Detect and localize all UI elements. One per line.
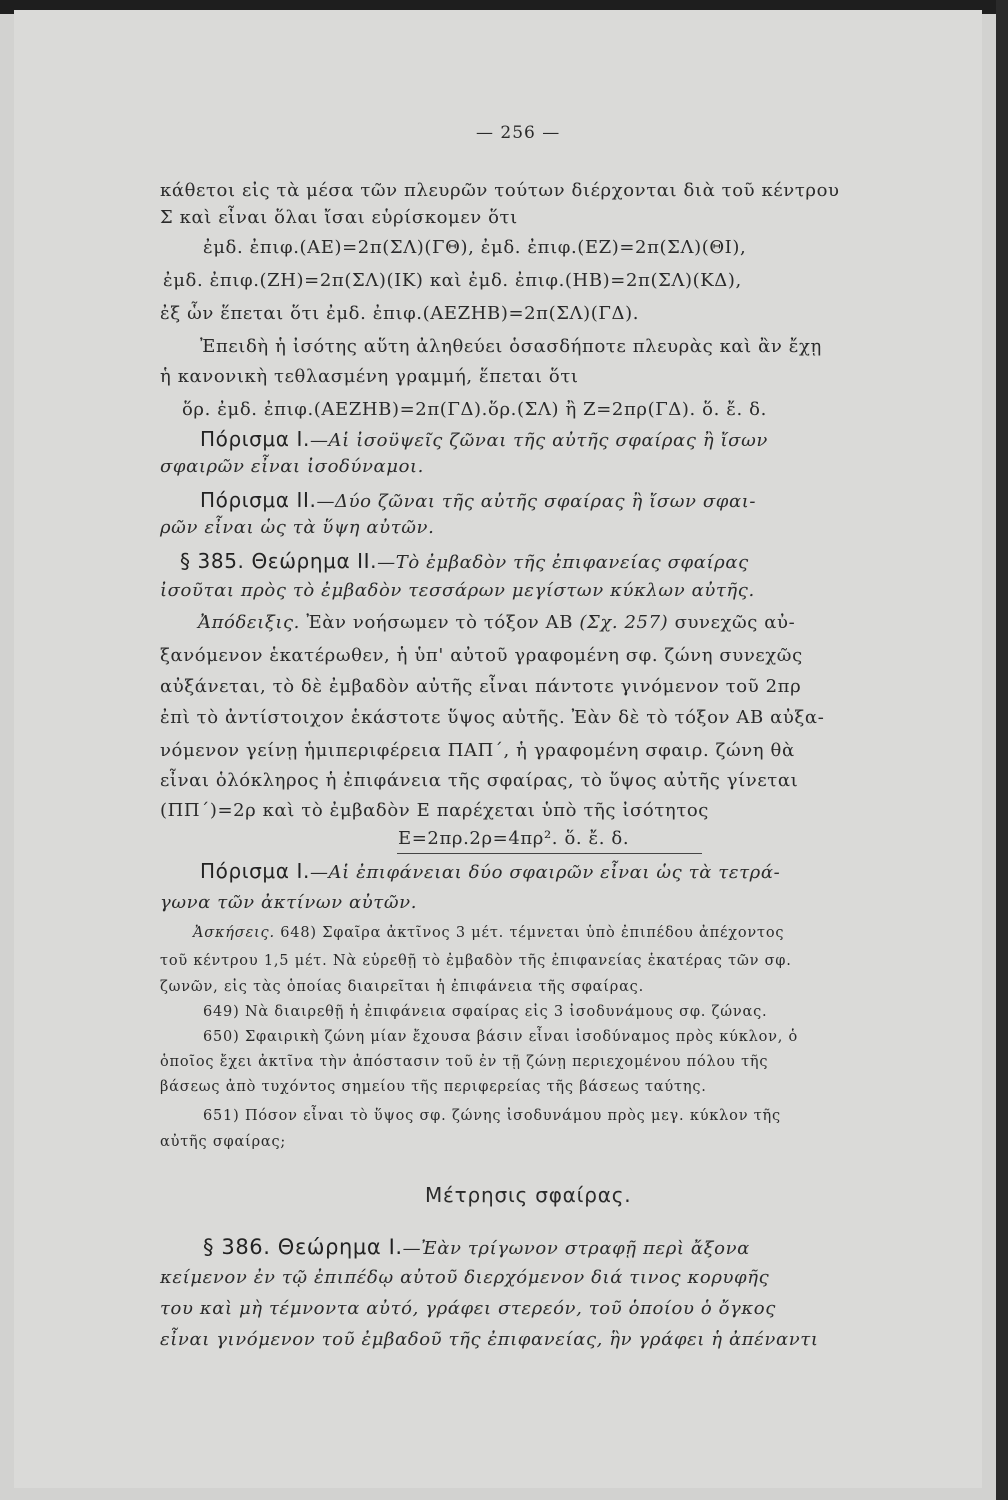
text-span: ξανόμενον ἑκατέρωθεν, ἡ ὑπ' αὐτοῦ γραφομένη σφ. ζώνη συνεχῶς <box>160 645 803 666</box>
text-line <box>160 892 417 914</box>
text-line <box>160 676 801 698</box>
section-title: Μέτρησις σφαίρας. <box>425 1183 632 1207</box>
text-span: εἶναι γινόμενον τοῦ ἐμβαδοῦ τῆς ἐπιφανείας, ἣν γράφει ἡ ἀπέναντι <box>160 1329 819 1350</box>
text-span: γωνα τῶν ἀκτίνων αὐτῶν. <box>160 892 418 913</box>
text-span: κάθετοι εἰς τὰ μέσα τῶν πλευρῶν τούτων διέρχονται διὰ τοῦ κέντρου <box>160 180 840 201</box>
text-line <box>163 270 742 292</box>
text-span: ζωνῶν, εἰς τὰς ὁποίας διαιρεῖται ἡ ἐπιφάνεια τῆς σφαίρας. <box>160 979 645 995</box>
text-line <box>198 612 795 634</box>
page-number: — 256 — <box>476 123 561 143</box>
text-line <box>160 976 644 998</box>
text-span: ἐξ ὧν ἕπεται ὅτι ἐμδ. ἐπιφ.(ΑΕΖΗΒ)=2π(ΣΛ)(ΓΔ). <box>160 303 640 324</box>
text-line <box>160 800 709 822</box>
text-line <box>203 237 746 259</box>
text-line <box>160 707 824 729</box>
text-line <box>203 1026 798 1048</box>
text-span: του καὶ μὴ τέμνοντα αὐτό, γράφει στερεόν, τοῦ ὁποίου ὁ ὄγκος <box>160 1298 776 1319</box>
text-span: ἰσοῦται πρὸς τὸ ἐμβαδὸν τεσσάρων μεγίστων κύκλων αὐτῆς. <box>160 580 755 601</box>
theorem-heading: § 385. Θεώρημα ΙΙ. <box>180 549 378 573</box>
text-span: —Αἱ ἐπιφάνειαι δύο σφαιρῶν εἶναι ὡς τὰ τετρά- <box>309 862 781 883</box>
text-span: 648) Σφαῖρα ἀκτῖνος 3 μέτ. τέμνεται ὑπὸ ἐπιπέδου ἀπέχοντος <box>274 925 785 941</box>
text-line <box>160 580 755 602</box>
text-line <box>193 922 784 944</box>
text-line <box>160 740 795 762</box>
text-line <box>200 860 780 884</box>
text-span: ἐπὶ τὸ ἀντίστοιχον ἑκάστοτε ὕψος αὐτῆς. Ἐὰν δὲ τὸ τόξον ΑΒ αὐξα- <box>160 707 825 728</box>
text-line <box>160 1329 819 1351</box>
scan-right-edge <box>996 0 1008 1500</box>
text-span: —Δύο ζῶναι τῆς αὐτῆς σφαίρας ἢ ἴσων σφαι- <box>316 491 757 512</box>
text-line <box>160 456 424 478</box>
theorem-heading: Πόρισμα ΙΙ. <box>200 488 317 512</box>
text-span: εἶναι ὁλόκληρος ἡ ἐπιφάνεια τῆς σφαίρας, τὸ ὕψος αὐτῆς γίνεται <box>160 770 799 791</box>
text-span: νόμενον γείνῃ ἡμιπεριφέρεια ΠΑΠ΄, ἡ γραφομένη σφαιρ. ζώνη θὰ <box>160 740 795 761</box>
text-span: (ΠΠ΄)=2ρ καὶ τὸ ἐμβαδὸν Ε παρέχεται ὑπὸ τῆς ἰσότητος <box>160 800 709 821</box>
text-span: ρῶν εἶναι ὡς τὰ ὕψη αὐτῶν. <box>160 517 435 538</box>
text-line <box>160 180 840 202</box>
text-span: κείμενον ἐν τῷ ἐπιπέδῳ αὐτοῦ διερχόμενον διά τινος κορυφῆς <box>160 1267 770 1288</box>
text-line <box>203 1236 750 1260</box>
text-span: συνεχῶς αὐ- <box>668 612 796 633</box>
text-line <box>160 207 518 229</box>
text-span: ἐμδ. ἐπιφ.(ΖΗ)=2π(ΣΛ)(ΙΚ) καὶ ἐμδ. ἐπιφ.(ΗΒ)=2π(ΣΛ)(ΚΔ), <box>163 270 742 291</box>
text-line <box>203 1001 767 1023</box>
text-line <box>160 1131 286 1153</box>
text-line <box>398 828 629 850</box>
text-line <box>160 1076 707 1098</box>
text-line <box>182 399 767 421</box>
text-span: Ἀπόδειξις. <box>198 612 300 633</box>
text-span: —Τὸ ἐμβαδὸν τῆς ἐπιφανείας σφαίρας <box>377 552 749 573</box>
text-span: ἐμδ. ἐπιφ.(ΑΕ)=2π(ΣΛ)(ΓΘ), ἐμδ. ἐπιφ.(ΕΖ)=2π(ΣΛ)(ΘΙ), <box>203 237 747 258</box>
formula-underline <box>397 853 702 854</box>
text-span: 650) Σφαιρικὴ ζώνη μίαν ἔχουσα βάσιν εἶναι ἰσοδύναμος πρὸς κύκλον, ὁ <box>203 1029 799 1045</box>
text-span: αὐτῆς σφαίρας; <box>160 1134 287 1150</box>
text-line <box>160 770 798 792</box>
text-span: σφαιρῶν εἶναι ἰσοδύναμοι. <box>160 456 424 477</box>
text-span: ἡ κανονικὴ τεθλασμένη γραμμή, ἕπεται ὅτι <box>160 366 579 387</box>
text-line <box>160 1298 776 1320</box>
text-line <box>160 645 803 667</box>
text-span: (Σχ. 257) <box>579 612 669 633</box>
text-span: 649) Νὰ διαιρεθῇ ἡ ἐπιφάνεια σφαίρας εἰς 3 ἰσοδυνάμους σφ. ζώνας. <box>203 1004 768 1020</box>
text-line <box>160 1051 768 1073</box>
text-line <box>200 336 822 358</box>
theorem-heading: Πόρισμα Ι. <box>200 427 310 451</box>
text-line <box>200 489 756 513</box>
text-line <box>160 1267 769 1289</box>
text-span: —Αἱ ἰσοϋψεῖς ζῶναι τῆς αὐτῆς σφαίρας ἢ ἴσων <box>309 430 768 451</box>
text-span: Ἐπειδὴ ἡ ἰσότης αὕτη ἀληθεύει ὁσασδήποτε πλευρὰς καὶ ἂν ἔχῃ <box>200 336 822 357</box>
text-span: βάσεως ἀπὸ τυχόντος σημείου τῆς περιφερείας τῆς βάσεως ταύτης. <box>160 1079 707 1095</box>
text-span: ὅρ. ἐμδ. ἐπιφ.(ΑΕΖΗΒ)=2π(ΓΔ).ὅρ.(ΣΛ) ἢ Ζ=2πρ(ΓΔ). ὅ. ἔ. δ. <box>182 399 767 420</box>
text-line <box>203 1105 781 1127</box>
text-line <box>160 303 639 325</box>
text-line <box>160 950 792 972</box>
text-line <box>180 550 749 574</box>
theorem-heading: § 386. Θεώρημα Ι. <box>203 1235 403 1259</box>
text-line <box>160 517 434 539</box>
text-span: ὁποῖος ἔχει ἀκτῖνα τὴν ἀπόστασιν τοῦ ἐν τῇ ζώνῃ περιεχομένου πόλου τῆς <box>160 1054 769 1070</box>
text-span: Ἐὰν νοήσωμεν τὸ τόξον ΑΒ <box>300 612 580 633</box>
theorem-heading: Πόρισμα Ι. <box>200 859 310 883</box>
text-span: Ε=2πρ.2ρ=4πρ². ὅ. ἔ. δ. <box>398 828 630 849</box>
text-span: αὐξάνεται, τὸ δὲ ἐμβαδὸν αὐτῆς εἶναι πάντοτε γινόμενον τοῦ 2πρ <box>160 676 802 697</box>
text-span: 651) Πόσον εἶναι τὸ ὕψος σφ. ζώνης ἰσοδυνάμου πρὸς μεγ. κύκλον τῆς <box>203 1108 781 1124</box>
text-span: τοῦ κέντρου 1,5 μέτ. Νὰ εὑρεθῇ τὸ ἐμβαδὸν τῆς ἐπιφανείας ἑκατέρας τῶν σφ. <box>160 953 792 969</box>
text-line <box>200 428 768 452</box>
text-span: Σ καὶ εἶναι ὅλαι ἴσαι εὑρίσκομεν ὅτι <box>160 207 518 228</box>
text-span: —Ἐὰν τρίγωνον στραφῇ περὶ ἄξονα <box>402 1238 750 1259</box>
text-line <box>160 366 579 388</box>
text-span: Ἀσκήσεις. <box>193 925 275 941</box>
